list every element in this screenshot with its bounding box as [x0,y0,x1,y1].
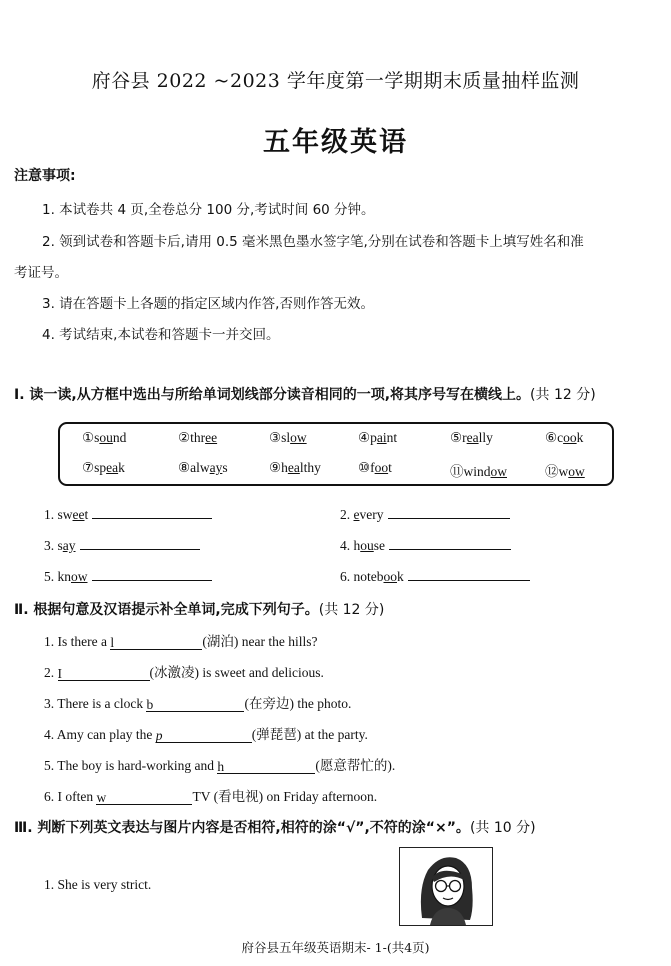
item-number: ⑦ [82,460,95,475]
note-item: 2. 领到试卷和答题卡后,请用 0.5 毫米黑色墨水签字笔,分别在试卷和答题卡上填写姓名和准 [42,234,584,250]
section1-title: Ⅰ. 读一读,从方框中选出与所给单词划线部分读音相同的一项,将其序号写在横线上。 [14,387,531,403]
section2-title: Ⅱ. 根据句意及汉语提示补全单词,完成下列句子。 [14,602,319,618]
first-letter: p [155,728,163,743]
word-part: se [373,538,385,553]
word-part: t [388,460,392,475]
section2-question [44,723,368,743]
question-number: 4. [340,538,354,553]
section1-points: (共 12 分) [530,387,596,403]
section2-question [44,661,324,681]
word-part: ea [466,430,479,445]
word-part: thr [190,430,206,445]
question-text: 5. The boy is hard-working and [44,758,218,773]
box-word [450,430,493,446]
section1-question [44,538,200,554]
item-number: ⑧ [178,460,191,475]
question-number: 1. [44,507,58,522]
chinese-hint: TV [192,789,211,804]
item-number: ① [82,430,95,445]
box-word [178,460,228,476]
answer-line[interactable] [388,517,510,519]
section1-question [340,538,511,554]
word-part: ow [568,464,585,479]
section3-heading [14,817,536,837]
fill-in-blank[interactable] [58,666,150,681]
box-word [178,430,217,446]
word-box [58,422,614,486]
question-text: 4. Amy can play the [44,727,156,742]
item-number: ⑪ [450,464,464,479]
question-text: 2. [44,665,58,680]
notes-heading: 注意事项: [14,168,76,184]
word-part: oo [383,569,397,584]
section2-question [44,754,395,774]
fill-in-blank[interactable] [146,697,244,712]
word-part: t [84,507,89,522]
item-number: ⑤ [450,430,463,445]
word-part: lthy [299,460,321,475]
word-part: oo [374,460,389,475]
section1-heading [14,384,596,404]
question-text: . [391,758,396,773]
box-word [450,460,507,480]
word-part: s [94,430,100,445]
box-word [545,430,583,446]
word-part: ay [209,460,223,475]
question-text: near the hills? [238,634,318,649]
question-number: 5. [44,569,58,584]
section1-question [44,507,212,523]
box-word [82,460,125,476]
word-part: oo [563,430,577,445]
woman-with-glasses-picture [399,847,493,926]
word-part: alw [190,460,210,475]
answer-line[interactable] [389,548,511,550]
question-text: 3. There is a clock [44,696,147,711]
word-part: very [359,507,384,522]
fill-in-blank[interactable] [96,790,192,805]
exam-title: 府谷县 2022 ~2023 学年度第一学期期末质量抽样监测 [91,70,580,92]
word-part: f [370,460,375,475]
question-number: 3. [44,538,58,553]
note-item: 考证号。 [14,265,68,281]
word-part: s [57,538,63,553]
chinese-hint: (愿意帮忙的) [315,758,392,773]
chinese-hint: (弹琵琶) [251,727,302,742]
word-part: nt [386,430,398,445]
box-word [269,430,307,446]
word-part: ow [490,464,507,479]
item-number: ⑥ [545,430,558,445]
word-part: nd [112,430,127,445]
word-part: k [576,430,584,445]
word-part: wind [463,464,491,479]
question-number: 6. [340,569,354,584]
word-part: kn [57,569,71,584]
word-part: noteb [353,569,384,584]
box-word [358,460,392,476]
question-text: 1. Is there a [44,634,111,649]
word-part: ow [290,430,307,445]
question-text: 6. I often [44,789,97,804]
section3-points: (共 10 分) [469,820,536,836]
word-part: k [397,569,404,584]
item-number: ④ [358,430,371,445]
first-letter: w [96,790,107,805]
word-part: ou [99,430,113,445]
word-part: ow [71,569,88,584]
first-letter: I [57,666,62,681]
word-part: k [118,460,125,475]
answer-line[interactable] [80,548,200,550]
fill-in-blank[interactable] [217,759,315,774]
note-item: 3. 请在答题卡上各题的指定区域内作答,否则作答无效。 [42,296,374,312]
item-number: ⑩ [358,460,371,475]
section2-question [44,692,351,712]
note-item: 1. 本试卷共 4 页,全卷总分 100 分,考试时间 60 分钟。 [42,202,375,218]
word-part: c [557,430,564,445]
answer-line[interactable] [92,579,212,581]
first-letter: l [110,635,115,650]
section1-question [340,569,530,585]
section3-title: Ⅲ. 判断下列英文表达与图片内容是否相符,相符的涂“√”,不符的涂“×”。 [14,820,470,836]
word-part: sl [281,430,291,445]
word-part: e [353,507,360,522]
box-word [82,430,126,446]
word-part: p [370,430,377,445]
section2-question [44,630,317,650]
word-part: ea [106,460,119,475]
page-footer: 府谷县五年级英语期末- 1-(共4页) [241,940,430,955]
section2-heading [14,599,384,619]
word-part: ay [62,538,76,553]
word-part: r [462,430,467,445]
word-part: lly [478,430,493,445]
word-part: w [558,464,569,479]
question-text: (看电视) on Friday afternoon. [210,789,378,804]
question-text: the photo. [293,696,352,711]
exam-subtitle: 五年级英语 [263,127,408,158]
box-word [358,430,397,446]
word-part: h [281,460,288,475]
fill-in-blank[interactable] [156,728,252,743]
chinese-hint: (冰激凌) [149,665,199,680]
word-part: ee [72,507,85,522]
fill-in-blank[interactable] [110,635,202,650]
item-number: ② [178,430,191,445]
item-number: ⑫ [545,464,559,479]
word-part: ee [205,430,218,445]
section1-question [44,569,212,585]
box-word [269,460,321,476]
chinese-hint: (湖泊) [202,634,239,649]
chinese-hint: (在旁边) [244,696,294,711]
word-part: sw [57,507,73,522]
question-text: is sweet and delicious. [199,665,324,680]
item-number: ③ [269,430,282,445]
word-part: s [222,460,228,475]
question-text: at the party. [301,727,368,742]
word-part: ou [360,538,374,553]
word-part: ai [376,430,387,445]
section2-points: (共 12 分) [318,602,385,618]
word-part: ea [287,460,300,475]
word-part: h [353,538,361,553]
question-number: 2. [340,507,354,522]
answer-line[interactable] [408,579,530,581]
section1-question [340,507,510,523]
item-number: ⑨ [269,460,282,475]
answer-line[interactable] [92,517,212,519]
section3-question-1: 1. She is very strict. [44,877,152,892]
box-word [545,460,585,480]
first-letter: h [217,759,225,774]
word-part: sp [94,460,107,475]
first-letter: b [146,697,154,712]
section2-question [44,785,377,805]
note-item: 4. 考试结束,本试卷和答题卡一并交回。 [42,327,280,343]
